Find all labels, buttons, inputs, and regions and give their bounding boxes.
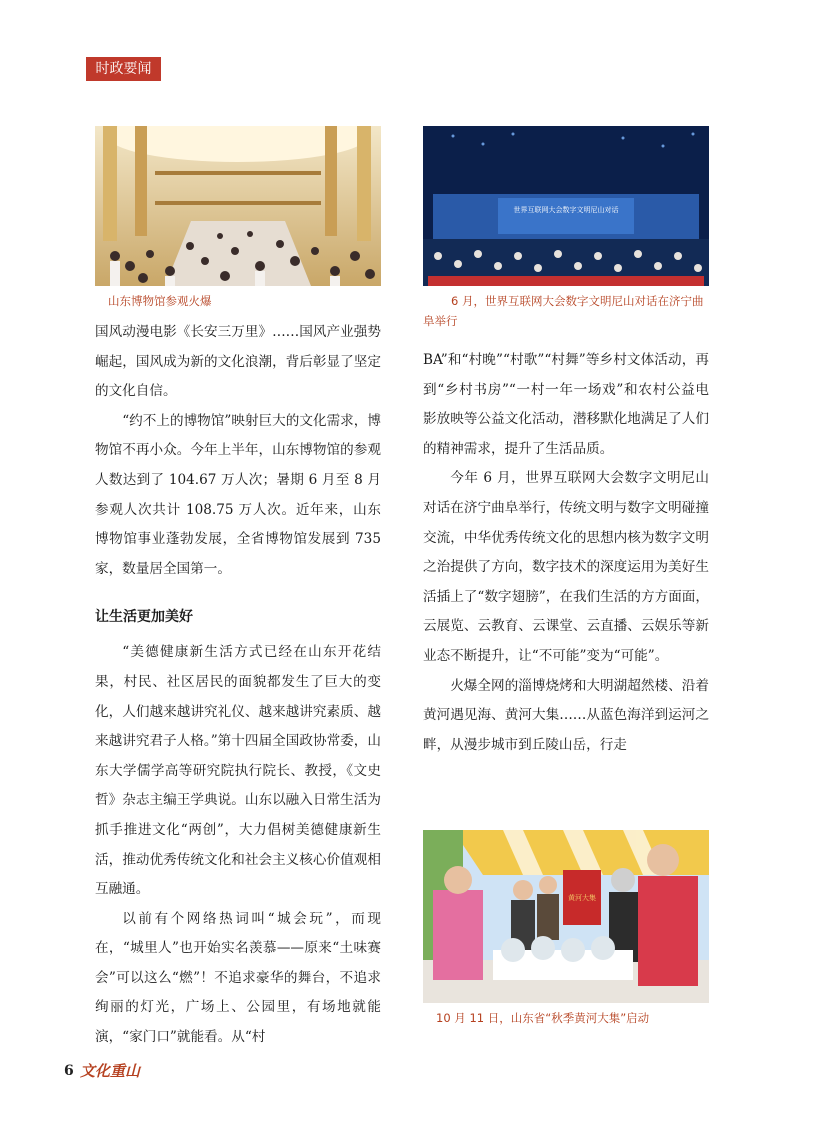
section-heading: 让生活更加美好 xyxy=(95,609,193,626)
magazine-logo: 文化重山 xyxy=(80,1062,141,1080)
right-paragraph-1: BA”和“村晚”“村歌”“村舞”等乡村文体活动，再到“乡村书房”“一村一年一场戏”和农村公益电影放映等公益文化活动，潜移默化地满足了人们的精神需求，提升了生活品质。 xyxy=(423,352,709,457)
forum-screen-text: 世界互联网大会数字文明尼山对话 xyxy=(513,206,619,214)
left-paragraph-1: 国风动漫电影《长安三万里》……国风产业强势崛起，国风成为新的文化浪潮，背后彰显了坚定的文化自信。 xyxy=(95,324,381,400)
museum-caption: 山东博物馆参观火爆 xyxy=(108,294,212,308)
market-banner-text: 黄河大集 xyxy=(568,894,596,902)
page-number: 6 xyxy=(64,1063,74,1079)
forum-photo xyxy=(423,126,709,286)
museum-photo xyxy=(95,126,381,286)
left-paragraph-3: “美德健康新生活方式已经在山东开花结果，村民、社区居民的面貌都发生了巨大的变化，人们越来越讲究礼仪、越来越讲究素质、越来越讲究君子人格。”第十四届全国政协常委，山东大学儒学高等研究院执行院长、教授，《文史哲》杂志主编王学典说。山东以融入日常生活为抓手推进文化“两创”，大力倡树美德健康新生活，推动优秀传统文化和社会主义核心价值观相互融通。 xyxy=(95,644,381,898)
left-column xyxy=(95,318,381,1053)
market-photo xyxy=(423,830,709,1003)
right-column xyxy=(423,346,709,760)
forum-caption: 6 月，世界互联网大会数字文明尼山对话在济宁曲阜举行 xyxy=(423,294,704,328)
right-paragraph-3: 火爆全网的淄博烧烤和大明湖超然楼、沿着黄河遇见海、黄河大集……从蓝色海洋到运河之畔，从漫步城市到丘陵山岳，行走 xyxy=(423,677,709,753)
right-paragraph-2: 今年 6 月，世界互联网大会数字文明尼山对话在济宁曲阜举行，传统文明与数字文明碰撞交流，中华优秀传统文化的思想内核为数字文明之治提供了方向，数字技术的深度运用为美好生活插上了“数字翅膀”，在我们生活的方方面面，云展览、云教育、云课堂、云直播、云娱乐等新业态不断提升，让“不可能”变为“可能”。 xyxy=(423,470,709,664)
market-caption: 10 月 11 日，山东省“秋季黄河大集”启动 xyxy=(436,1011,650,1025)
section-tag: 时政要闻 xyxy=(86,57,161,81)
left-paragraph-2: “约不上的博物馆”映射巨大的文化需求，博物馆不再小众。今年上半年，山东博物馆的参观人数达到了 104.67 万人次；暑期 6 月至 8 月参观人次共计 108.75 万人次。近年来，山东博物馆事业蓬勃发展，全省博物馆发展到 735 家，数量居全国第一。 xyxy=(95,412,381,577)
left-paragraph-4: 以前有个网络热词叫“城会玩”，而现在，“城里人”也开始实名羡慕——原来“土味赛会”可以这么“燃”！不追求豪华的舞台，不追求绚丽的灯光，广场上、公园里，有场地就能演，“家门口”就能看。从“村 xyxy=(95,910,381,1046)
